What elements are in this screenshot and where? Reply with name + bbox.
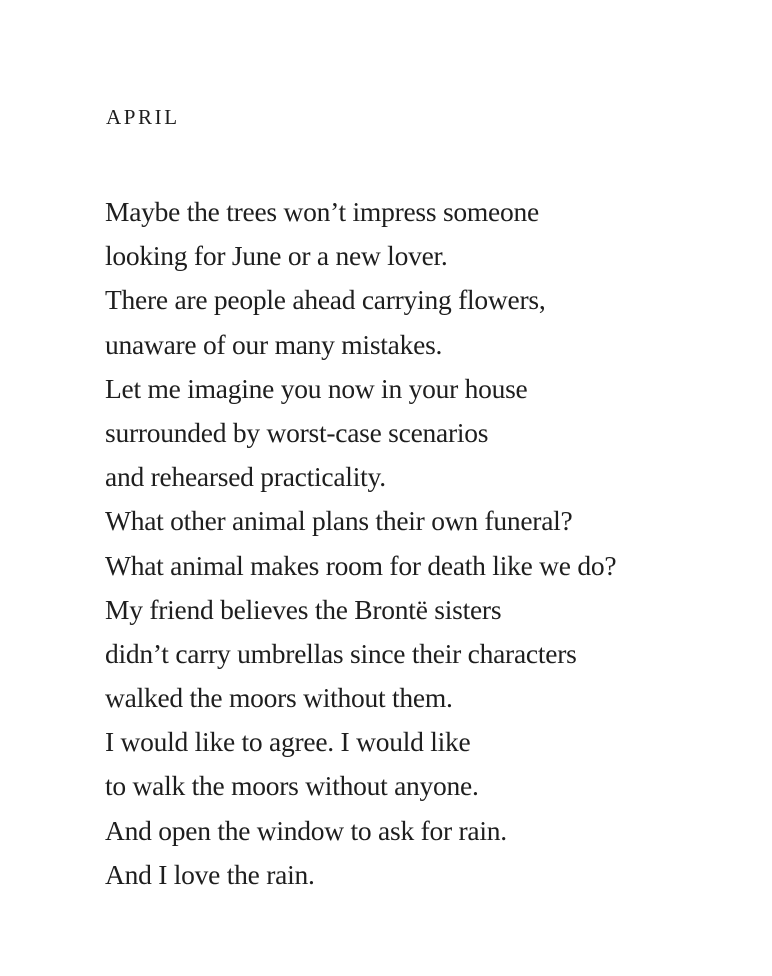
- poem-body: [105, 190, 765, 897]
- poem-line: Let me imagine you now in your house: [105, 372, 528, 404]
- poem-line: Maybe the trees won’t impress someone: [105, 196, 539, 227]
- poem-title: APRIL: [106, 105, 180, 129]
- poem-line: didn’t carry umbrellas since their characters: [105, 637, 577, 669]
- poem-line: There are people ahead carrying flowers,: [105, 284, 546, 316]
- poem-line: looking for June or a new lover.: [105, 240, 448, 272]
- poem-line: and rehearsed practicality.: [105, 461, 386, 493]
- poem-line: And open the window to ask for rain.: [105, 814, 507, 846]
- poem-line: And I love the rain.: [105, 858, 315, 890]
- poem-line: to walk the moors without anyone.: [105, 770, 479, 802]
- poem-line: unaware of our many mistakes.: [105, 328, 443, 360]
- poem-line: My friend believes the Brontë sisters: [105, 593, 502, 625]
- poem-line: What animal makes room for death like we do?: [105, 549, 617, 581]
- poem-line: I would like to agree. I would like: [105, 726, 471, 758]
- poem-line: surrounded by worst-case scenarios: [105, 416, 489, 448]
- poem-line: What other animal plans their own funeral?: [105, 505, 573, 537]
- poem-line: walked the moors without them.: [105, 682, 453, 714]
